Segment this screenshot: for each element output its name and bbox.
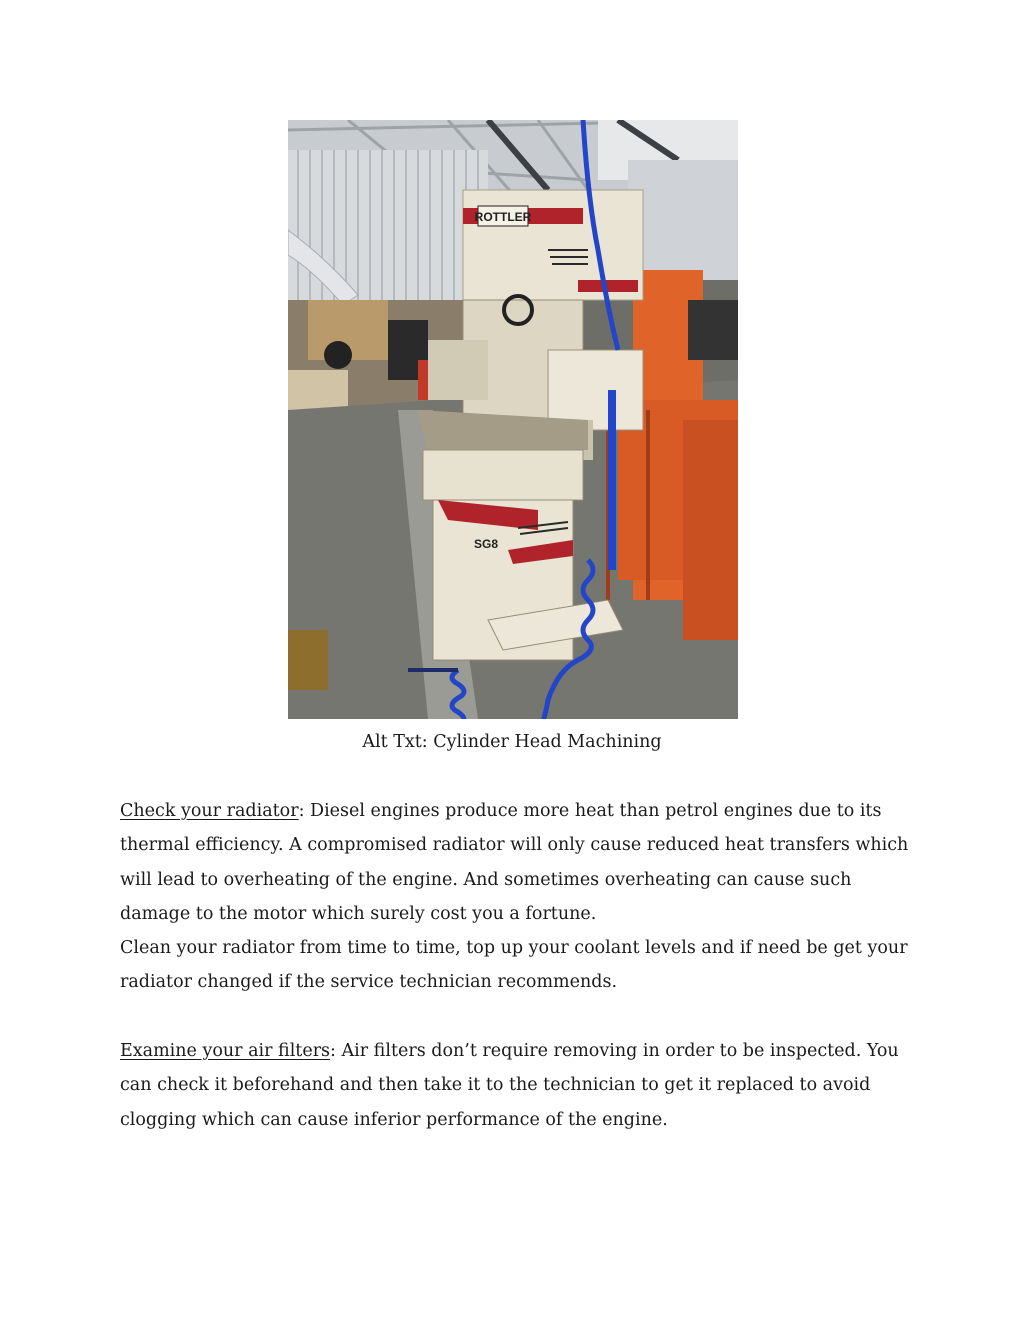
- radiator-maintenance-body: Clean your radiator from time to time, top up your coolant levels and if need be get your radiator changed if the service technician recommends.: [120, 938, 908, 993]
- air-filter-paragraph: [120, 1034, 910, 1137]
- radiator-heading: Check your radiator: [120, 801, 299, 821]
- radiator-separator: :: [298, 801, 305, 821]
- radiator-paragraph: [120, 794, 910, 931]
- air-filter-body: Air filters don’t require removing in order to be inspected. You can check it beforehand and then take it to the technician to get it replaced to avoid clogging which can cause inferior performance of the engine.: [120, 1041, 899, 1130]
- radiator-maintenance-paragraph: [120, 931, 910, 1000]
- air-filter-separator: :: [330, 1041, 336, 1061]
- machine-photo: [288, 120, 738, 719]
- radiator-body: Diesel engines produce more heat than petrol engines due to its thermal efficiency. A compromised radiator will only cause reduced heat transfers which will lead to overheating of the engine. And sometimes overheating can cause such damage to the motor which surely cost you a fortune.: [120, 801, 909, 924]
- air-filter-heading: Examine your air filters: [120, 1041, 331, 1061]
- figure-caption: Alt Txt: Cylinder Head Machining: [362, 732, 662, 752]
- cylinder-head-machine-illustration: [288, 120, 738, 719]
- machine-model-label: SG8: [473, 537, 499, 551]
- brand-label: ROTTLER: [474, 210, 532, 224]
